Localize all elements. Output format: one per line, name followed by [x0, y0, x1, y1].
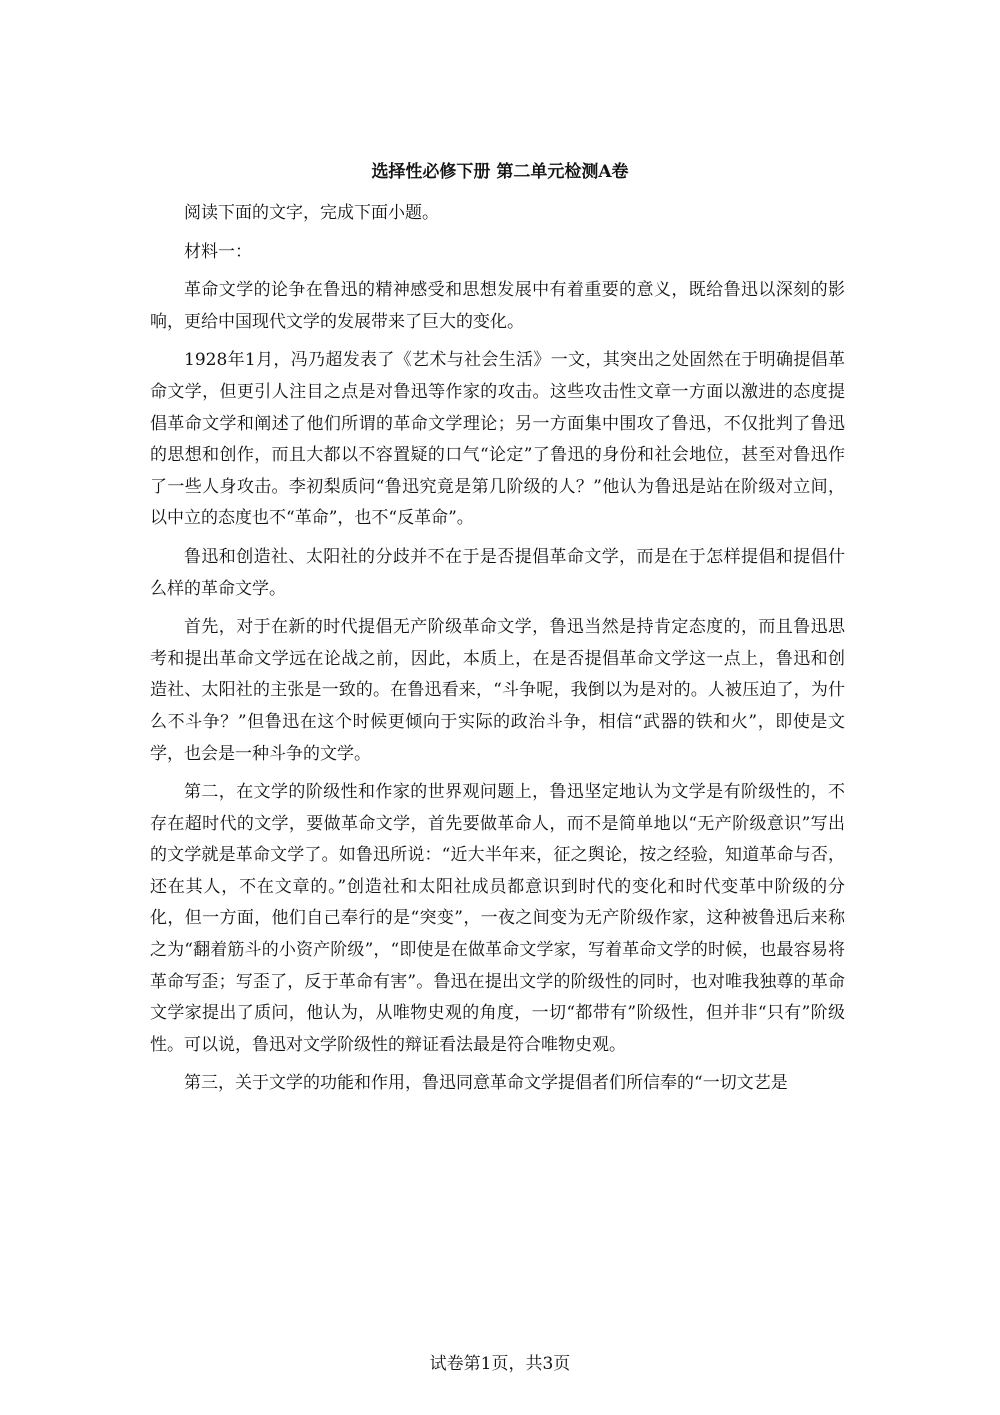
document-title: 选择性必修下册 第二单元检测A卷 [371, 162, 629, 182]
body-paragraph: 首先，对于在新的时代提倡无产阶级革命文学，鲁迅当然是持肯定态度的，而且鲁迅思考和提出革命文学远在论战之前，因此，本质上，在是否提倡革命文学这一点上，鲁迅和创造社、太阳社的主张是一致的。在鲁迅看来，“斗争呢，我倒以为是对的。人被压迫了，为什么不斗争？”但鲁迅在这个时候更倾向于实际的政治斗争，相信“武器的铁和火”，即使是文学，也会是一种斗争的文学。 [150, 617, 845, 764]
body-paragraph: 第三，关于文学的功能和作用，鲁迅同意革命文学提倡者们所信奉的“一切文艺是 [184, 1073, 788, 1094]
material-label: 材料一： [184, 241, 252, 262]
body-paragraph: 1928年1月，冯乃超发表了《艺术与社会生活》一文，其突出之处固然在于明确提倡革命文学，但更引人注目之点是对鲁迅等作家的攻击。这些攻击性文章一方面以激进的态度提倡革命文学和阐述了他们所谓的革命文学理论；另一方面集中围攻了鲁迅，不仅批判了鲁迅的思想和创作，而且大都以不容置疑的口气“论定”了鲁迅的身份和社会地位，甚至对鲁迅作了一些人身攻击。李初梨质问“鲁迅究竟是第几阶级的人？”他认为鲁迅是站在阶级对立间，以中立的态度也不“革命”，也不“反革命”。 [150, 350, 845, 529]
body-paragraph: 鲁迅和创造社、太阳社的分歧并不在于是否提倡革命文学，而是在于怎样提倡和提倡什么样的革命文学。 [150, 546, 845, 599]
instruction-paragraph: 阅读下面的文字，完成下面小题。 [184, 203, 439, 223]
body-paragraph: 第二，在文学的阶级性和作家的世界观问题上，鲁迅坚定地认为文学是有阶级性的，不存在超时代的文学，要做革命文学，首先要做革命人，而不是简单地以“无产阶级意识”写出的文学就是革命文学了。如鲁迅所说：“近大半年来，征之舆论，按之经验，知道革命与否，还在其人，不在文章的。”创造社和太阳社成员都意识到时代的变化和时代变革中阶级的分化，但一方面，他们自己奉行的是“突变”，一夜之间变为无产阶级作家，这种被鲁迅后来称之为“翻着筋斗的小资产阶级”，“即使是在做革命文学家，写着革命文学的时候，也最容易将革命写歪；写歪了，反于革命有害”。鲁迅在提出文学的阶级性的同时，也对唯我独尊的革命文学家提出了质问，他认为，从唯物史观的角度，一切“都带有”阶级性，但并非“只有”阶级性。可以说，鲁迅对文学阶级性的辩证看法最是符合唯物史观。 [150, 782, 845, 1055]
document-body [150, 198, 845, 1107]
page-footer: 试卷第1页，共3页 [429, 1354, 571, 1374]
body-paragraph: 革命文学的论争在鲁迅的精神感受和思想发展中有着重要的意义，既给鲁迅以深刻的影响，更给中国现代文学的发展带来了巨大的变化。 [150, 280, 845, 332]
